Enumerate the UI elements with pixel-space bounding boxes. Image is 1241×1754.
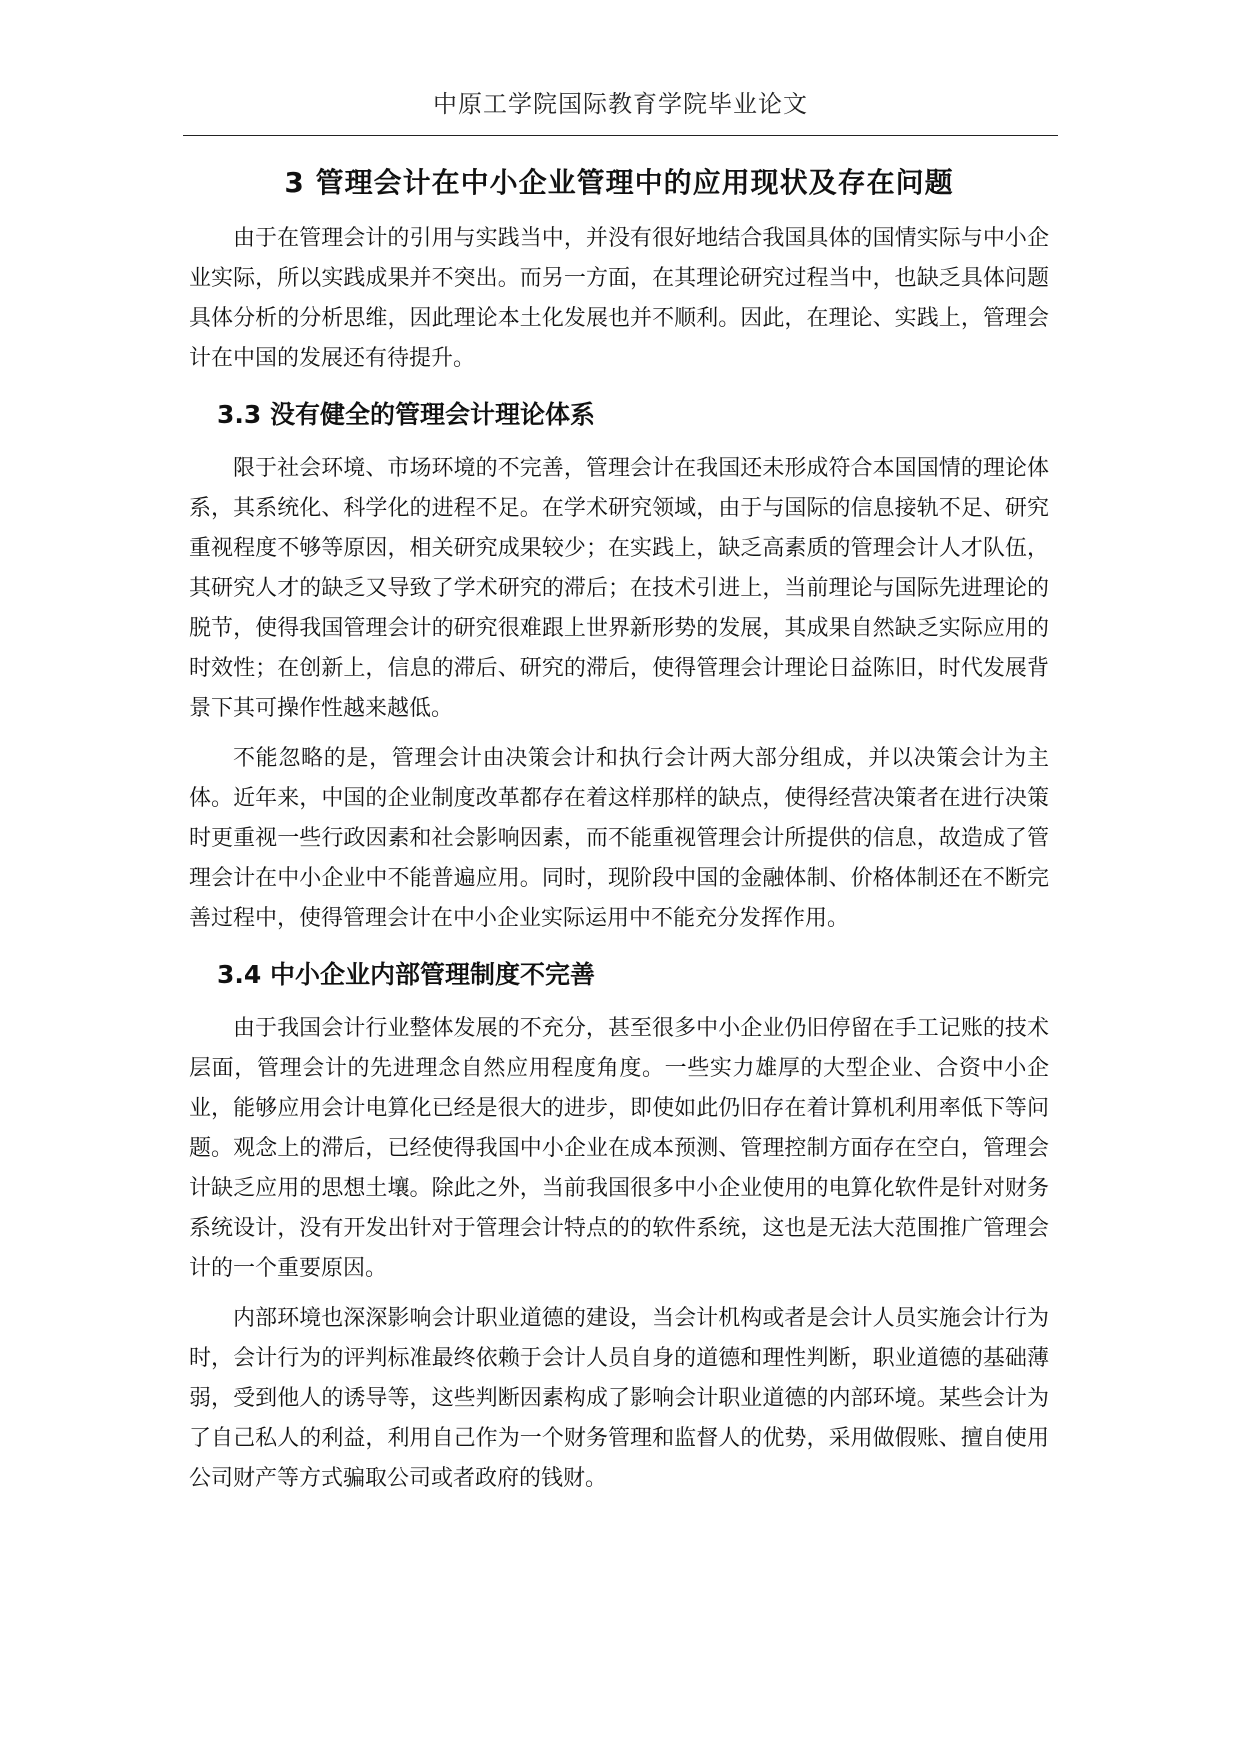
section-3-3-title: 3.3 没有健全的管理会计理论体系: [217, 400, 595, 429]
section-3-3-paragraph-1: 限于社会环境、市场环境的不完善，管理会计在我国还未形成符合本国国情的理论体系，其系统化、科学化的进程不足。在学术研究领域，由于与国际的信息接轨不足、研究重视程度不够等原因，相关研究成果较少；在实践上，缺乏高素质的管理会计人才队伍，其研究人才的缺乏又导致了学术研究的滞后；在技术引进上，当前理论与国际先进理论的脱节，使得我国管理会计的研究很难跟上世界新形势的发展，其成果自然缺乏实际应用的时效性；在创新上，信息的滞后、研究的滞后，使得管理会计理论日益陈旧，时代发展背景下其可操作性越来越低。: [189, 456, 1049, 721]
document-body: [189, 155, 1049, 1509]
section-3-4-paragraph-2: 内部环境也深深影响会计职业道德的建设，当会计机构或者是会计人员实施会计行为时，会计行为的评判标准最终依赖于会计人员自身的道德和理性判断，职业道德的基础薄弱，受到他人的诱导等，这些判断因素构成了影响会计职业道德的内部环境。某些会计为了自己私人的利益，利用自己作为一个财务管理和监督人的优势，采用做假账、擅自使用公司财产等方式骗取公司或者政府的钱财。: [189, 1306, 1049, 1491]
page-header: 中原工学院国际教育学院毕业论文: [433, 90, 808, 118]
section-3-title: 3 管理会计在中小企业管理中的应用现状及存在问题: [284, 166, 954, 199]
section-3-3-paragraph-2: 不能忽略的是，管理会计由决策会计和执行会计两大部分组成，并以决策会计为主体。近年来，中国的企业制度改革都存在着这样那样的缺点，使得经营决策者在进行决策时更重视一些行政因素和社会影响因素，而不能重视管理会计所提供的信息，故造成了管理会计在中小企业中不能普遍应用。同时，现阶段中国的金融体制、价格体制还在不断完善过程中，使得管理会计在中小企业实际运用中不能充分发挥作用。: [189, 746, 1049, 931]
header-rule: [183, 135, 1058, 136]
section-3-4-title: 3.4 中小企业内部管理制度不完善: [217, 960, 595, 989]
section-3-4-paragraph-1: 由于我国会计行业整体发展的不充分，甚至很多中小企业仍旧停留在手工记账的技术层面，管理会计的先进理念自然应用程度角度。一些实力雄厚的大型企业、合资中小企业，能够应用会计电算化已经是很大的进步，即使如此仍旧存在着计算机利用率低下等问题。观念上的滞后，已经使得我国中小企业在成本预测、管理控制方面存在空白，管理会计缺乏应用的思想土壤。除此之外，当前我国很多中小企业使用的电算化软件是针对财务系统设计，没有开发出针对于管理会计特点的的软件系统，这也是无法大范围推广管理会计的一个重要原因。: [189, 1016, 1049, 1281]
section-3-intro-paragraph: 由于在管理会计的引用与实践当中，并没有很好地结合我国具体的国情实际与中小企业实际，所以实践成果并不突出。而另一方面，在其理论研究过程当中，也缺乏具体问题具体分析的分析思维，因此理论本土化发展也并不顺利。因此，在理论、实践上，管理会计在中国的发展还有待提升。: [189, 226, 1049, 371]
